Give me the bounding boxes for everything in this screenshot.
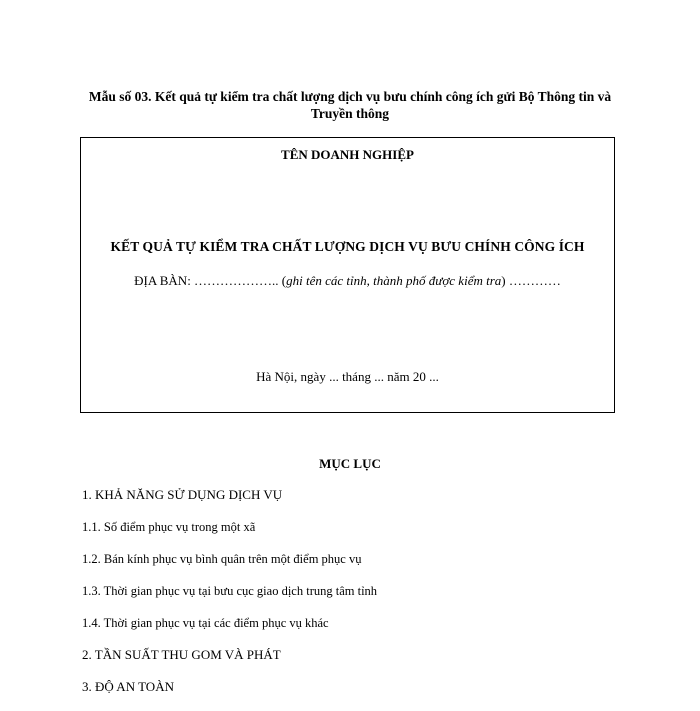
toc-item-1: 1. KHẢ NĂNG SỬ DỤNG DỊCH VỤ [82,487,283,502]
toc-item-2: 2. TẦN SUẤT THU GOM VÀ PHÁT [82,647,281,662]
report-title: KẾT QUẢ TỰ KIỂM TRA CHẤT LƯỢNG DỊCH VỤ BƯU CHÍNH CÔNG ÍCH [110,239,585,254]
area-line [81,273,614,289]
area-label: ĐỊA BÀN: ……………….. ( [134,273,287,288]
toc-title: MỤC LỤC [319,456,381,471]
area-hint: ghi tên các tỉnh, thành phố được kiểm tra [286,273,502,288]
toc-item-1-1: 1.1. Số điểm phục vụ trong một xã [82,520,256,534]
toc-item-3: 3. ĐỘ AN TOÀN [82,679,174,694]
area-tail: ) ………… [501,273,561,288]
toc-item-1-3: 1.3. Thời gian phục vụ tại bưu cục giao dịch trung tâm tỉnh [82,584,378,598]
company-name: TÊN DOANH NGHIỆP [281,147,414,162]
toc-item-1-2: 1.2. Bán kính phục vụ bình quân trên một điểm phục vụ [82,552,362,566]
cover-box [80,137,615,413]
toc-item-1-4: 1.4. Thời gian phục vụ tại các điểm phục vụ khác [82,616,329,630]
toc-list [82,487,377,711]
form-title: Mẫu số 03. Kết quả tự kiểm tra chất lượng dịch vụ bưu chính công ích gửi Bộ Thông tin và Truyền thông [88,89,612,121]
date-line: Hà Nội, ngày ... tháng ... năm 20 ... [256,369,439,384]
